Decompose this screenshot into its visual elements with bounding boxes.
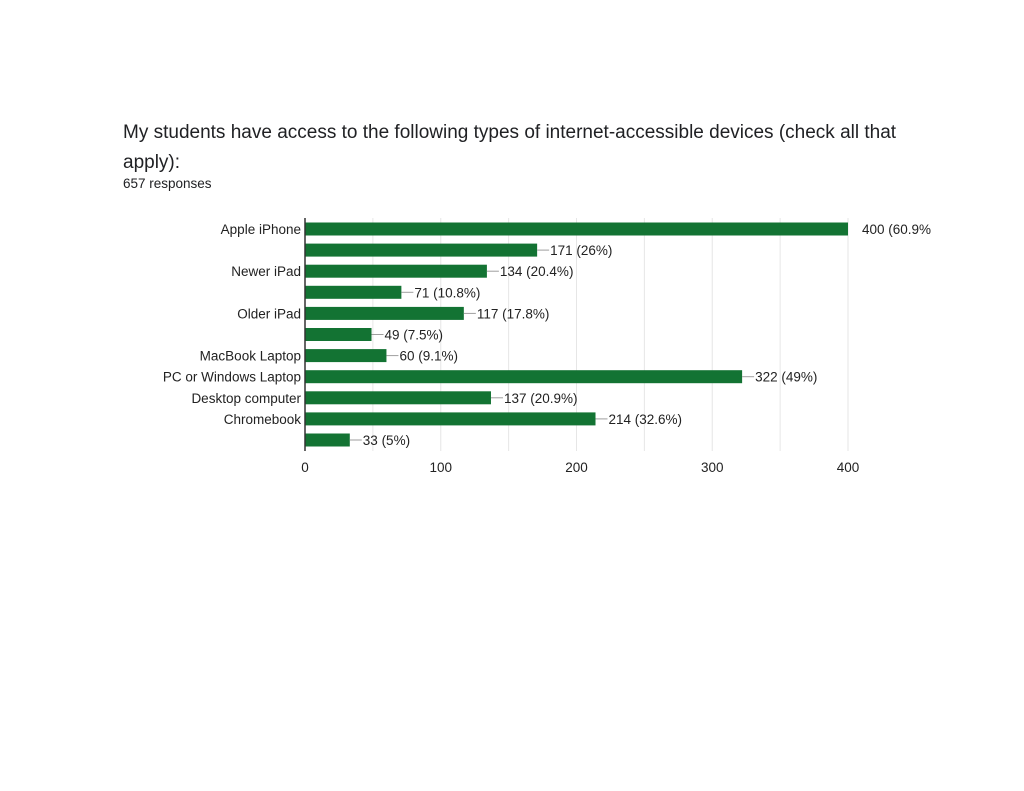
bar	[305, 265, 487, 278]
data-label: 117 (17.8%)	[476, 306, 550, 322]
category-label: Chromebook	[223, 411, 301, 427]
question-title: My students have access to the following types of internet-accessible devices (check all that apply):	[123, 122, 897, 173]
bars	[305, 222, 931, 448]
x-tick-label: 200	[565, 460, 588, 475]
x-tick-label: 400	[836, 460, 860, 475]
category-label: MacBook Laptop	[199, 348, 301, 364]
bar	[305, 434, 350, 447]
x-tick-label: 0	[301, 460, 309, 475]
category-label: Newer iPad	[231, 264, 301, 280]
data-label: 214 (32.6%)	[608, 411, 683, 427]
bar	[305, 286, 401, 299]
data-label: 134 (20.4%)	[499, 264, 574, 280]
category-label: Desktop computer	[191, 390, 301, 406]
bar	[305, 223, 848, 236]
data-label: 60 (9.1%)	[399, 348, 458, 364]
x-tick-label: 100	[429, 460, 453, 475]
category-label: Apple iPhone	[220, 222, 301, 237]
x-tick-label: 300	[700, 460, 724, 475]
bar	[305, 349, 386, 362]
category-label: Older iPad	[237, 306, 301, 322]
data-label: 171 (26%)	[550, 243, 613, 259]
response-count: 657 responses	[123, 176, 212, 191]
data-label: 71 (10.8%)	[414, 285, 481, 301]
bar	[305, 307, 464, 320]
bar	[305, 391, 491, 404]
bar	[305, 244, 537, 257]
category-label: PC or Windows Laptop	[162, 369, 301, 385]
bar	[305, 370, 742, 383]
data-label: 33 (5%)	[362, 433, 411, 448]
data-label: 400 (60.9%	[862, 222, 932, 237]
bar	[305, 328, 372, 341]
data-label: 137 (20.9%)	[503, 390, 578, 406]
data-label: 49 (7.5%)	[384, 327, 444, 343]
bar	[305, 412, 596, 425]
data-label: 322 (49%)	[755, 369, 818, 385]
